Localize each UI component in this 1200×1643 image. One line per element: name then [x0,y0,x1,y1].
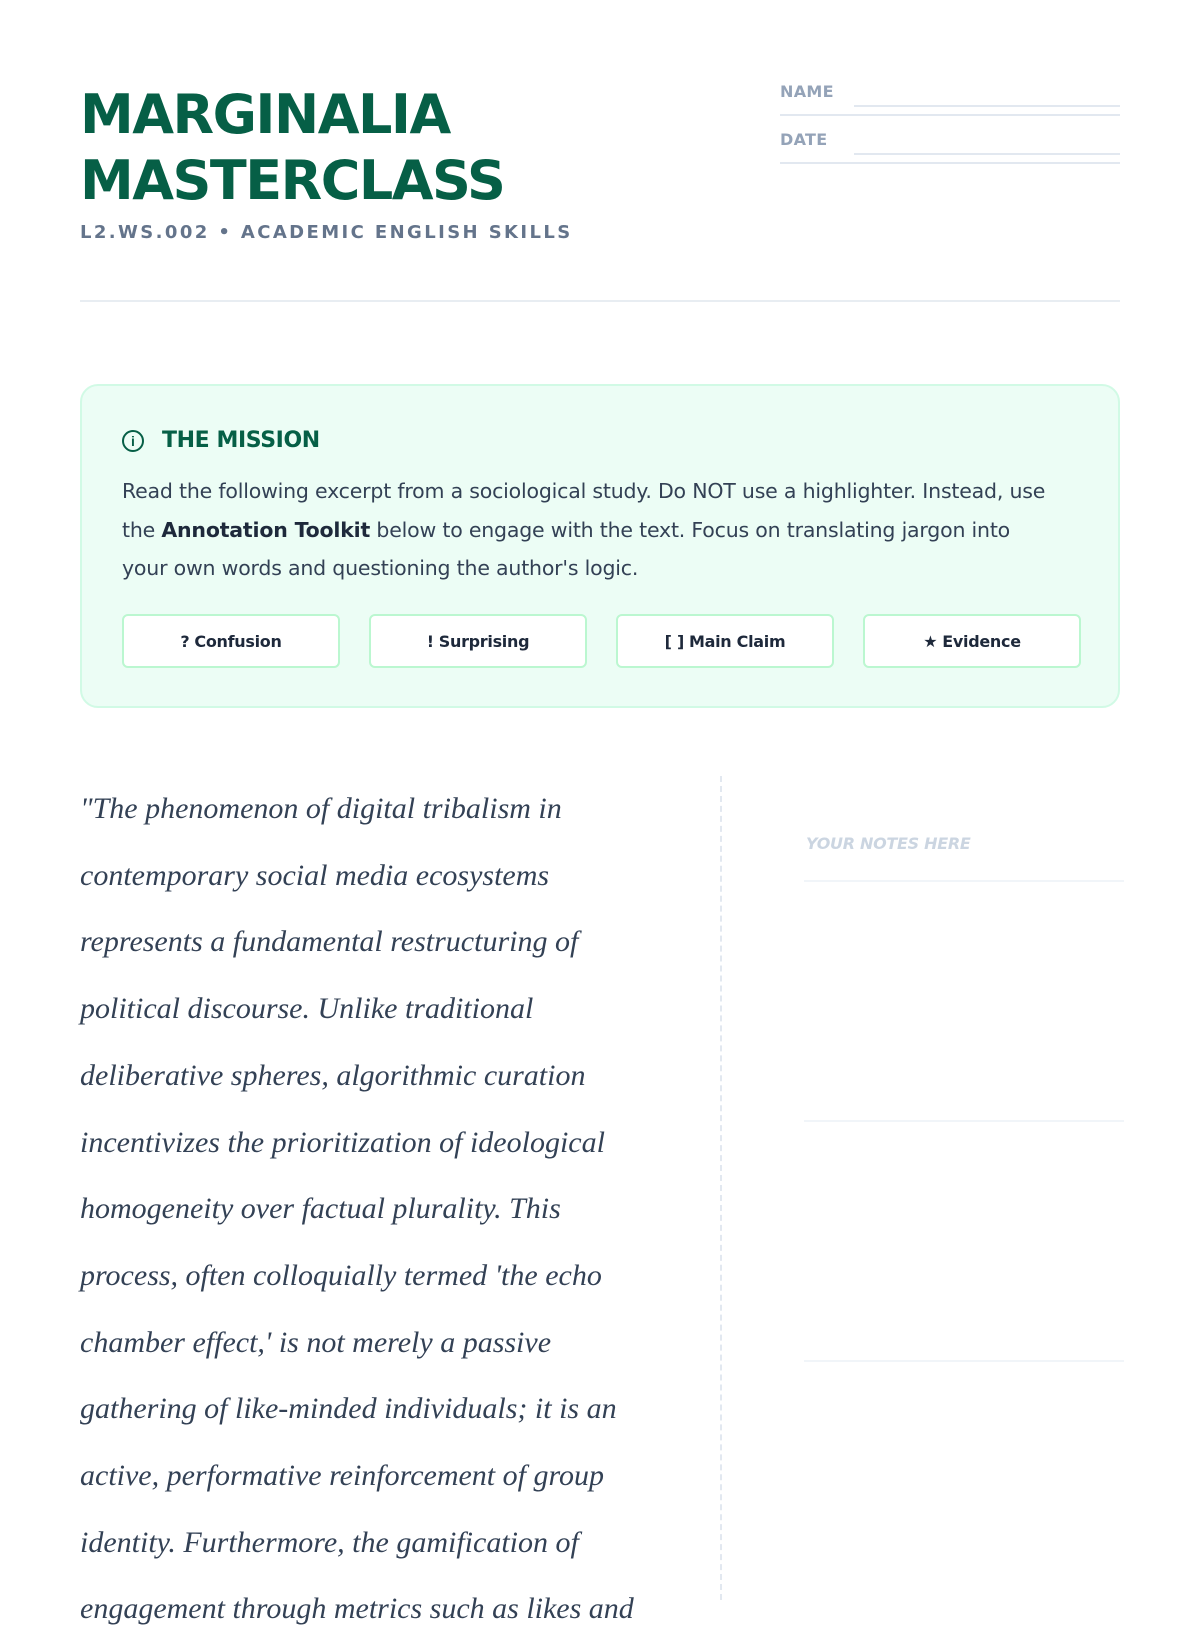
title-line-2: MASTERCLASS [80,149,505,212]
margin-divider [720,776,722,1600]
star-icon: ★ [923,631,938,651]
mission-box [80,384,1120,708]
question-mark-icon: ? [180,631,190,651]
notes-label: YOUR NOTES HERE [806,834,971,853]
name-label: NAME [780,82,834,101]
excerpt-line: chamber effect,' is not merely a passive [80,1325,552,1359]
excerpt-line: "The phenomenon of digital tribalism in [80,792,562,825]
excerpt-line: deliberative spheres, algorithmic curation [80,1058,586,1092]
note-line[interactable] [804,1120,1124,1122]
name-line [854,105,1120,107]
annotation-toolkit [122,614,1082,668]
name-underline [780,114,1120,116]
mission-text-part-1: Read the following excerpt from a sociological study. Do NOT use a highlighter. Instead, use the [122,479,1046,542]
exclamation-icon: ! [426,631,434,651]
excerpt-line: contemporary social media ecosystems [80,858,550,892]
excerpt-line: process, often colloquially termed 'the echo [80,1258,602,1292]
surprising-label: Surprising [438,631,530,651]
date-line [854,153,1120,155]
excerpt-line: represents a fundamental restructuring of [80,925,579,959]
date-field[interactable] [780,130,1120,160]
date-underline [780,162,1120,164]
date-label: DATE [780,130,828,149]
main-claim-label: Main Claim [688,631,786,651]
excerpt-line: incentivizes the prioritization of ideological [80,1125,605,1159]
surprising-button[interactable] [369,614,587,668]
name-field[interactable] [780,82,1120,112]
excerpt-line: homogeneity over factual plurality. This [80,1192,561,1226]
note-line[interactable] [804,1360,1124,1362]
note-line[interactable] [804,880,1124,882]
excerpt-line: political discourse. Unlike traditional [80,992,534,1026]
excerpt-line: identity. Furthermore, the gamification of [80,1525,579,1559]
header-divider [80,300,1120,302]
mission-instructions [122,472,1052,588]
page-title [80,82,504,214]
excerpt-line: active, performative reinforcement of group [80,1459,605,1493]
main-claim-button[interactable] [616,614,834,668]
excerpt-line: engagement through metrics such as likes and [80,1592,634,1626]
info-icon: i [122,430,144,452]
evidence-button[interactable] [863,614,1081,668]
mission-title: THE MISSION [162,428,320,453]
mission-text-part-2: below to engage with the text. Focus on translating jargon into your own words and questioning the author's logic. [122,517,1011,580]
reading-excerpt [80,776,640,1643]
brackets-icon: [ ] [664,631,684,651]
annotation-toolkit-emphasis: Annotation Toolkit [161,517,371,542]
excerpt-line: gathering of like-minded individuals; it is an [80,1392,617,1426]
confusion-button[interactable] [122,614,340,668]
confusion-label: Confusion [194,631,282,651]
course-code-subtitle: L2.WS.002 • ACADEMIC ENGLISH SKILLS [80,222,573,243]
title-line-1: MARGINALIA [80,83,450,146]
evidence-label: Evidence [942,631,1021,651]
